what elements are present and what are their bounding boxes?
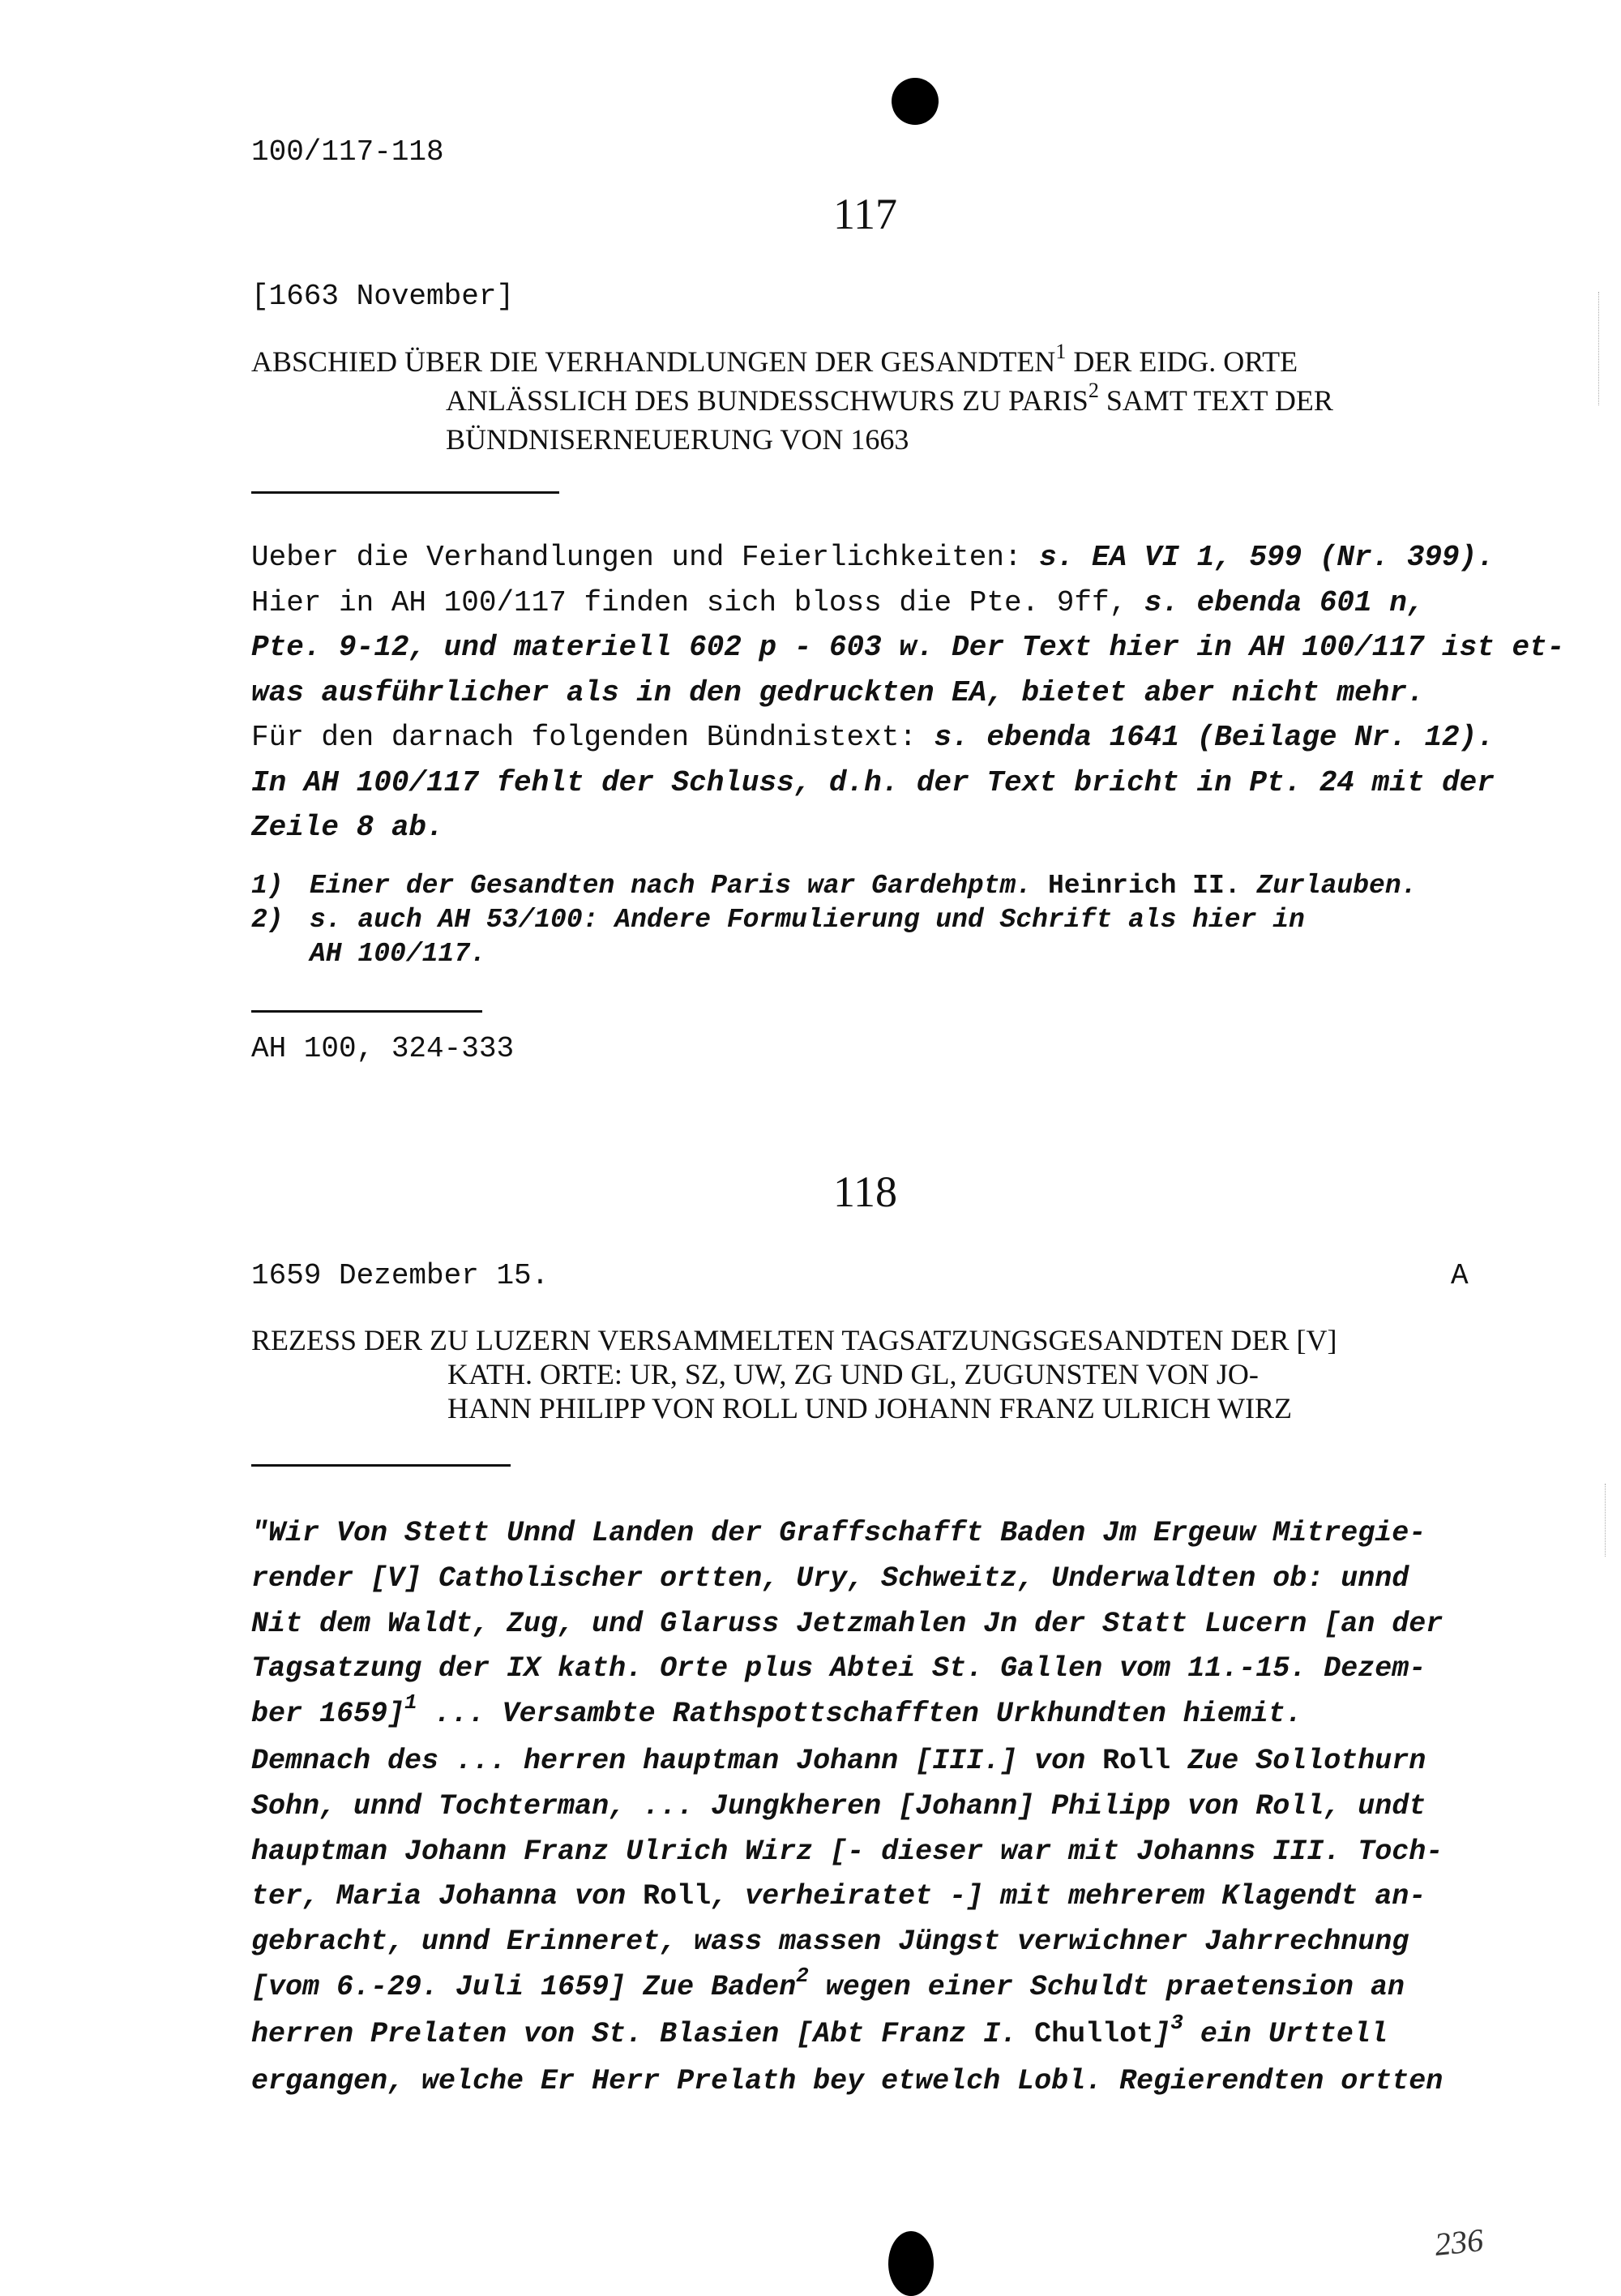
document-date-117: [1663 November] [251,280,515,313]
punch-hole-bottom [888,2231,934,2296]
title-117-line-1: ABSCHIED ÜBER DIE VERHANDLUNGEN DER GESANDTEN$^1$ DER EIDG. ORTE [251,340,1298,378]
footnote-divider [251,1010,482,1013]
body-line-3: Nit dem Waldt, Zug, und Glaruss Jetzmahlen Jn der Statt Lucern [an der [251,1607,1444,1640]
body-line-12: herren Prelaten von St. Blasien [Abt Franz I. Chullot]$^3$ ein Urttell [251,2010,1388,2050]
body-line-13: ergangen, welche Er Herr Prelath bey etwelch Lobl. Regierendten ortten [251,2064,1444,2097]
notes-line-6: In AH 100/117 fehlt der Schluss, d.h. der Text bricht in Pt. 24 mit der [251,765,1495,799]
body-text-118 [251,1511,1443,2104]
scan-speckle [1598,292,1606,405]
document-title-117 [251,340,1333,457]
footnote-1: 1) Einer der Gesandten nach Paris war Gardehptm. Heinrich II. Zurlauben. [251,871,1418,901]
title-118-line-1: REZESS DER ZU LUZERN VERSAMMELTEN TAGSATZUNGSGESANDTEN DER [V] [251,1324,1337,1356]
notes-117 [251,535,1564,850]
notes-line-4: was ausführlicher als in den gedruckten EA, bietet aber nicht mehr. [251,675,1425,709]
section-divider-118 [251,1464,511,1467]
punch-hole-top [892,78,939,125]
body-line-1: "Wir Von Stett Unnd Landen der Graffschafft Baden Jm Ergeuw Mitregie- [251,1517,1426,1549]
body-line-11: [vom 6.-29. Juli 1659] Zue Baden$^2$ wegen einer Schuldt praetension an [251,1963,1405,2003]
title-118-line-2: KATH. ORTE: UR, SZ, UW, ZG UND GL, ZUGUNSTEN VON JO- [447,1358,1259,1390]
body-line-5: ber 1659]$^1$ ... Versambte Rathspottschafften Urkhundten hiemit. [251,1690,1302,1731]
footnote-2-cont: AH 100/117. [310,939,486,969]
document-number-117: 117 [833,190,897,238]
footnotes-117 [251,869,1417,971]
body-line-2: render [V] Catholischer ortten, Ury, Schweitz, Underwaldten ob: unnd [251,1561,1409,1595]
document-title-118 [251,1323,1337,1425]
body-line-4: Tagsatzung der IX kath. Orte plus Abtei St. Gallen vom 11.-15. Dezem- [251,1652,1426,1686]
scan-speckle [1605,1484,1610,1557]
title-117-line-3: BÜNDNISERNEUERUNG VON 1663 [446,423,909,456]
body-line-9: ter, Maria Johanna von Roll, verheiratet -] mit mehrerem Klagendt an- [251,1880,1426,1913]
body-line-8: hauptman Johann Franz Ulrich Wirz [- dieser war mit Johanns III. Toch- [251,1835,1444,1868]
handwritten-page-number: 236 [1432,2221,1486,2264]
footnote-2: 2) s. auch AH 53/100: Andere Formulierung und Schrift als hier in [251,905,1305,935]
document-date-118: 1659 Dezember 15. [251,1259,550,1292]
document-number-118: 118 [833,1167,897,1216]
body-line-6: Demnach des ... herren hauptman Johann [III.] von Roll Zue Sollothurn [251,1744,1426,1777]
notes-line-7: Zeile 8 ab. [251,811,444,844]
document-type-letter: A [1451,1259,1469,1292]
body-line-7: Sohn, unnd Tochterman, ... Jungkheren [Johann] Philipp von Roll, undt [251,1789,1426,1823]
title-118-line-3: HANN PHILIPP VON ROLL UND JOHANN FRANZ ULRICH WIRZ [447,1392,1293,1424]
notes-line-5: Für den darnach folgenden Bündnistext: s. ebenda 1641 (Beilage Nr. 12). [251,721,1495,754]
section-divider [251,491,559,494]
notes-line-1: Ueber die Verhandlungen und Feierlichkeiten: s. EA VI 1, 599 (Nr. 399). [251,541,1495,574]
notes-line-2: Hier in AH 100/117 finden sich bloss die Pte. 9ff, s. ebenda 601 n, [251,585,1425,619]
body-line-10: gebracht, unnd Erinneret, wass massen Jüngst verwichner Jahrrechnung [251,1925,1409,1959]
notes-line-3: Pte. 9-12, und materiell 602 p - 603 w. Der Text hier in AH 100/117 ist et- [251,631,1565,664]
source-reference-117: AH 100, 324-333 [251,1032,515,1065]
title-117-line-2: ANLÄSSLICH DES BUNDESSCHWURS ZU PARIS$^2$ SAMT TEXT DER [446,379,1333,417]
archive-reference: 100/117-118 [251,135,444,169]
